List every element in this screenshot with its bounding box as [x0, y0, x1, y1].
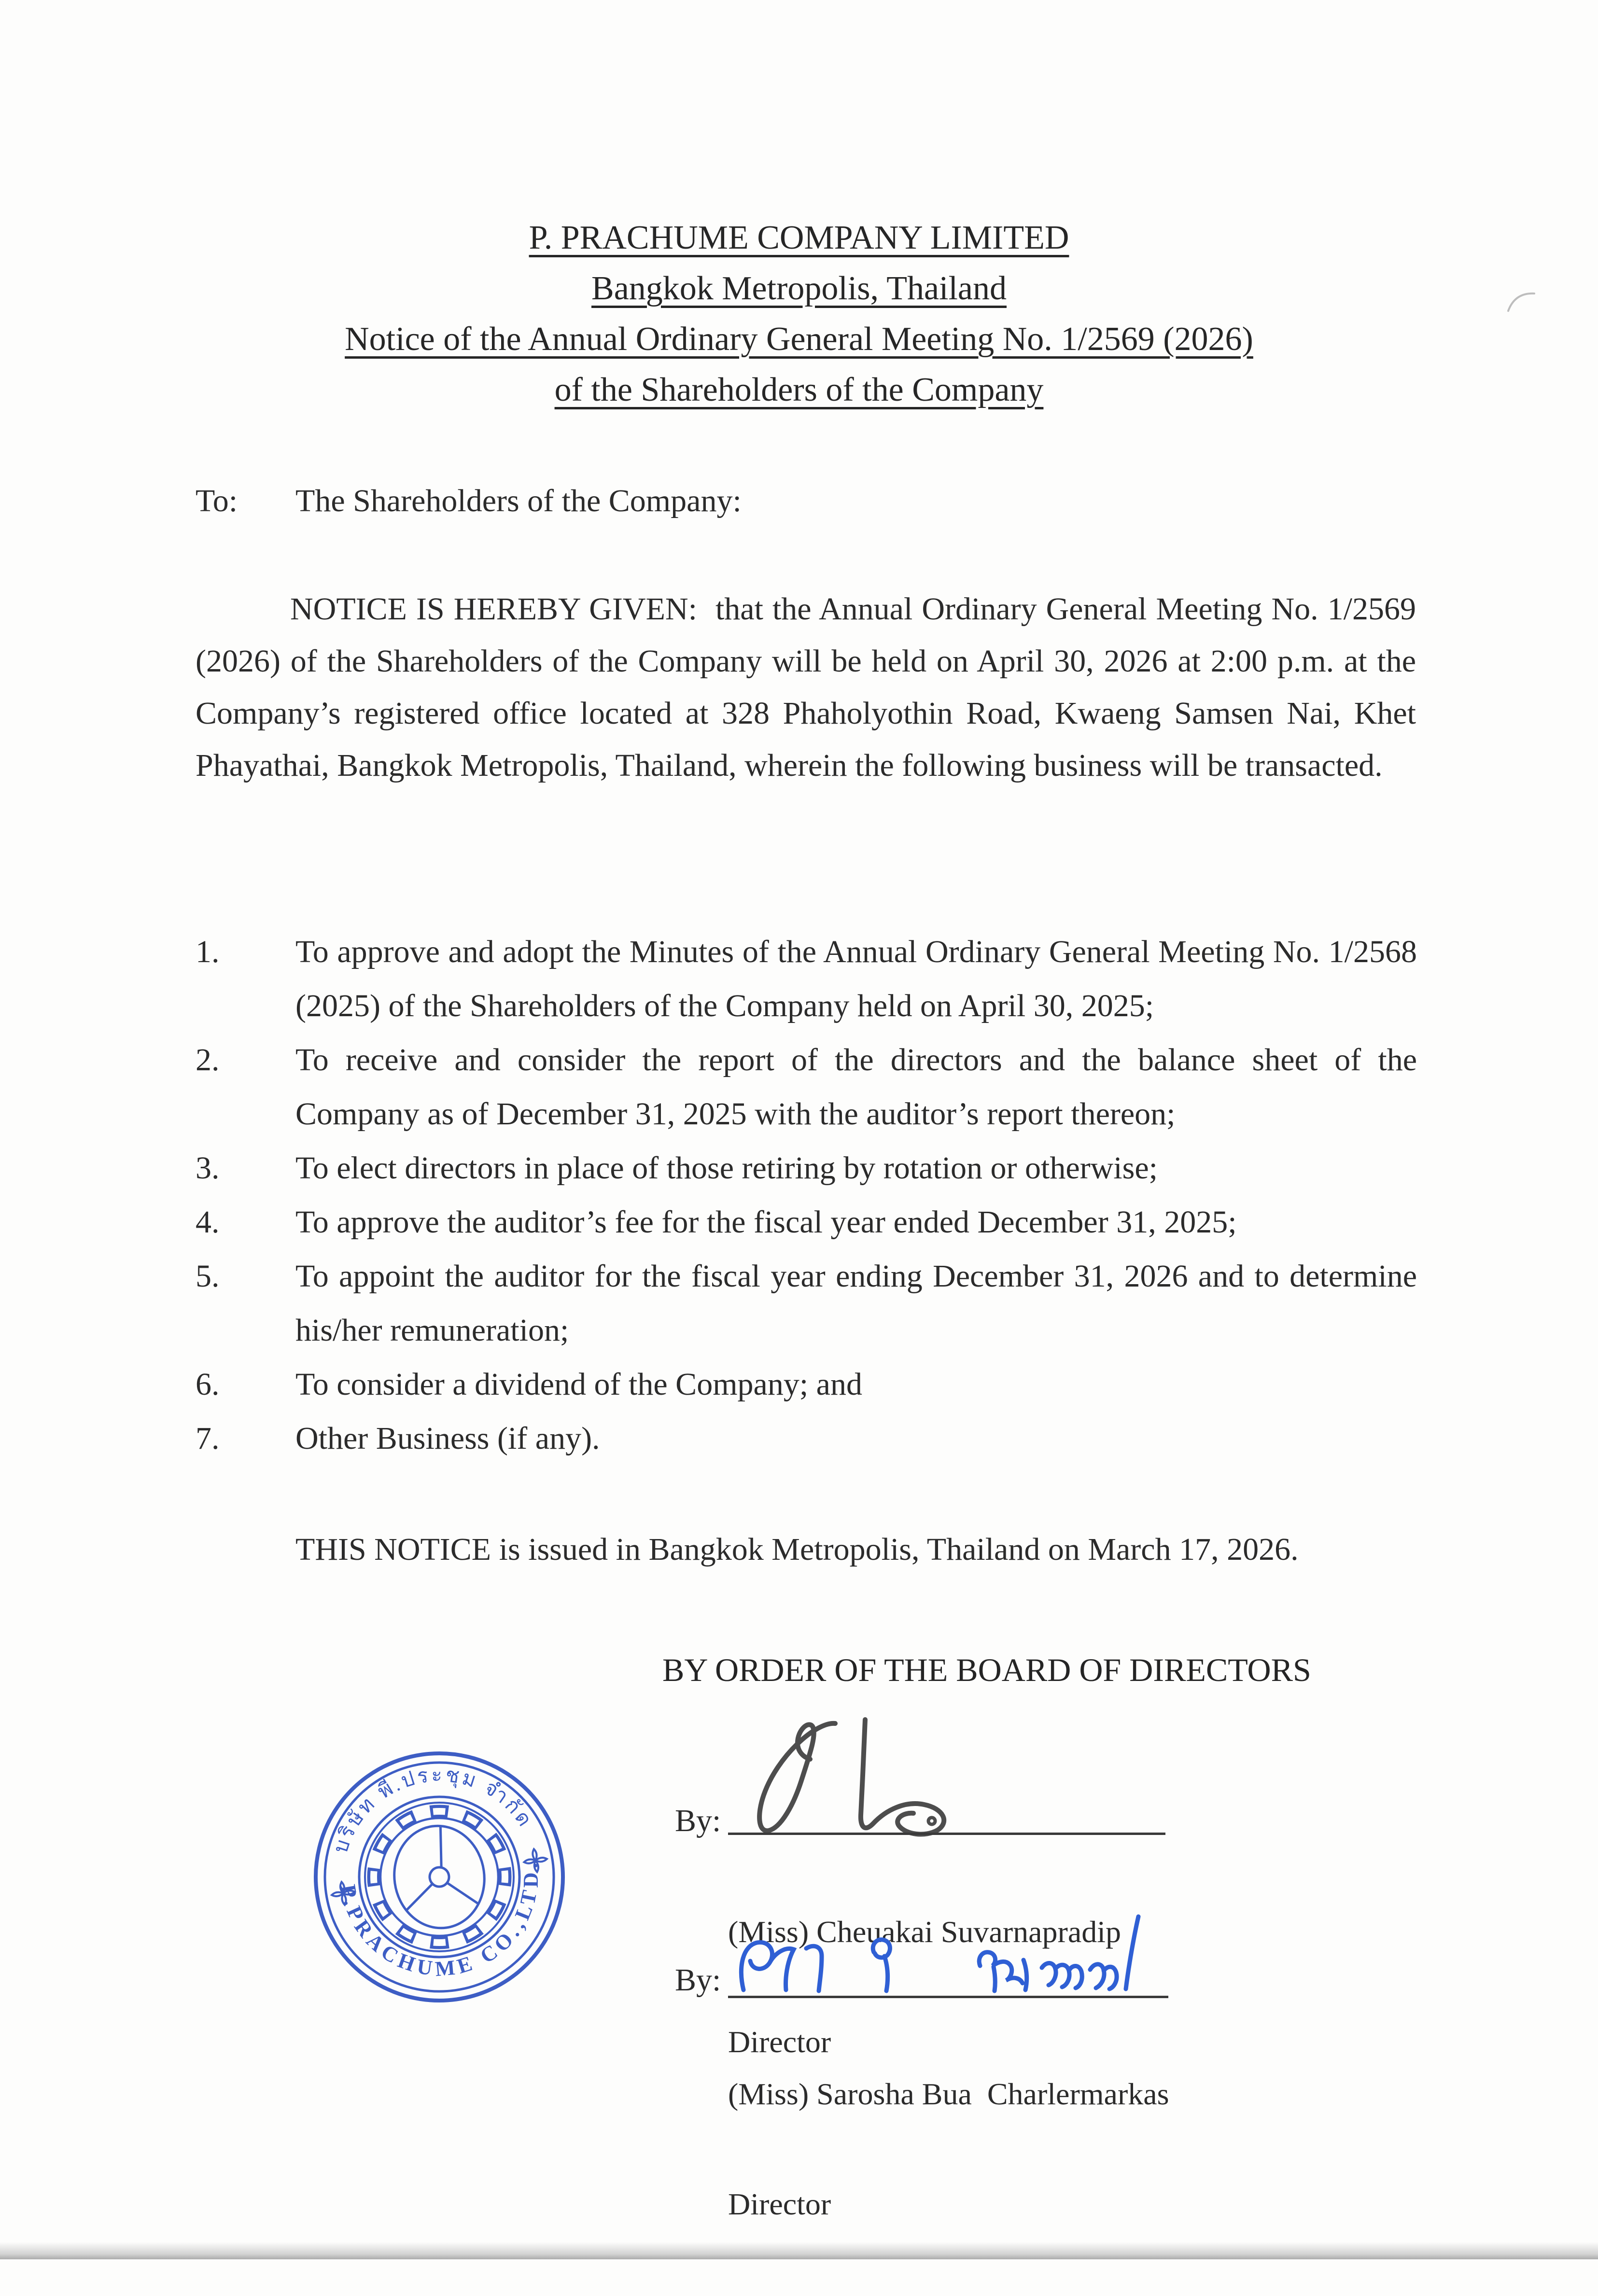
agenda-item: To approve the auditor’s fee for the fiscal year ended December 31, 2025; [295, 1204, 1237, 1240]
company-name: P. PRACHUME COMPANY LIMITED [529, 219, 1069, 256]
document-header [0, 212, 1598, 415]
agenda-item: Other Business (if any). [295, 1421, 600, 1456]
by-order-heading: BY ORDER OF THE BOARD OF DIRECTORS [662, 1652, 1311, 1688]
agenda-item: To consider a dividend of the Company; and [295, 1367, 862, 1402]
signature-cheuakai [743, 1713, 970, 1843]
company-location: Bangkok Metropolis, Thailand [591, 270, 1007, 307]
signatory-title: Director [728, 2025, 831, 2059]
agenda-list [196, 925, 1417, 1466]
agenda-item: To elect directors in place of those retiring by rotation or otherwise; [295, 1150, 1158, 1186]
agenda-number: 7. [196, 1421, 220, 1456]
notice-paragraph: NOTICE IS HEREBY GIVEN: that the Annual Ordinary General Meeting No. 1/2569 (2026) of the Shareholders of the Company will be held on April 30, 2026 at 2:00 p.m. at the Company’s registered office located at 328 Phaholyothin Road, Kwaeng Samsen Nai, Khet Phayathai, Bangkok Metropolis, Thailand, wherein the following business will be transacted. [196, 591, 1424, 783]
agenda-item: To approve and adopt the Minutes of the Annual Ordinary General Meeting No. 1/2568 (2025) of the Shareholders of the Company held on April 30, 2025; [295, 934, 1417, 1023]
stamp-latin-text: P.PRACHUME CO.,LTD. [336, 1858, 543, 1981]
stamp-thai-text: บริษัท พี.ประชุม จำกัด [329, 1764, 537, 1856]
agenda-number: 2. [196, 1042, 220, 1078]
agenda-number: 1. [196, 934, 220, 969]
signatory-name: (Miss) Cheuakai Suvarnapradip [728, 1915, 1121, 1949]
company-seal-stamp [309, 1747, 570, 2007]
notice-title: Notice of the Annual Ordinary General Meeting No. 1/2569 (2026) [345, 321, 1253, 358]
scan-edge-shadow [0, 2242, 1598, 2259]
signatory-title: Director [728, 2187, 831, 2221]
issued-statement: THIS NOTICE is issued in Bangkok Metropolis, Thailand on March 17, 2026. [295, 1532, 1299, 1567]
agenda-item: To appoint the auditor for the fiscal year ending December 31, 2026 and to determine his/her remuneration; [295, 1259, 1417, 1348]
to-label: To: [196, 483, 238, 518]
agenda-number: 5. [196, 1259, 220, 1294]
agenda-item: To receive and consider the report of the directors and the balance sheet of the Company as of December 31, 2025 with the auditor’s report thereon; [295, 1042, 1417, 1132]
signatory-name: (Miss) Sarosha Bua Charlermarkas [728, 2077, 1169, 2111]
signature-line [728, 1833, 1165, 1835]
agenda-number: 3. [196, 1150, 220, 1186]
signature-sarosha [729, 1908, 1163, 2004]
by-label: By: [675, 1962, 721, 1998]
agenda-number: 4. [196, 1204, 220, 1240]
by-label: By: [675, 1803, 721, 1838]
notice-subtitle: of the Shareholders of the Company [554, 371, 1044, 408]
signature-line [728, 1996, 1168, 1998]
scan-artifact [1506, 289, 1540, 318]
agenda-number: 6. [196, 1367, 220, 1402]
to-value: The Shareholders of the Company: [295, 483, 742, 518]
